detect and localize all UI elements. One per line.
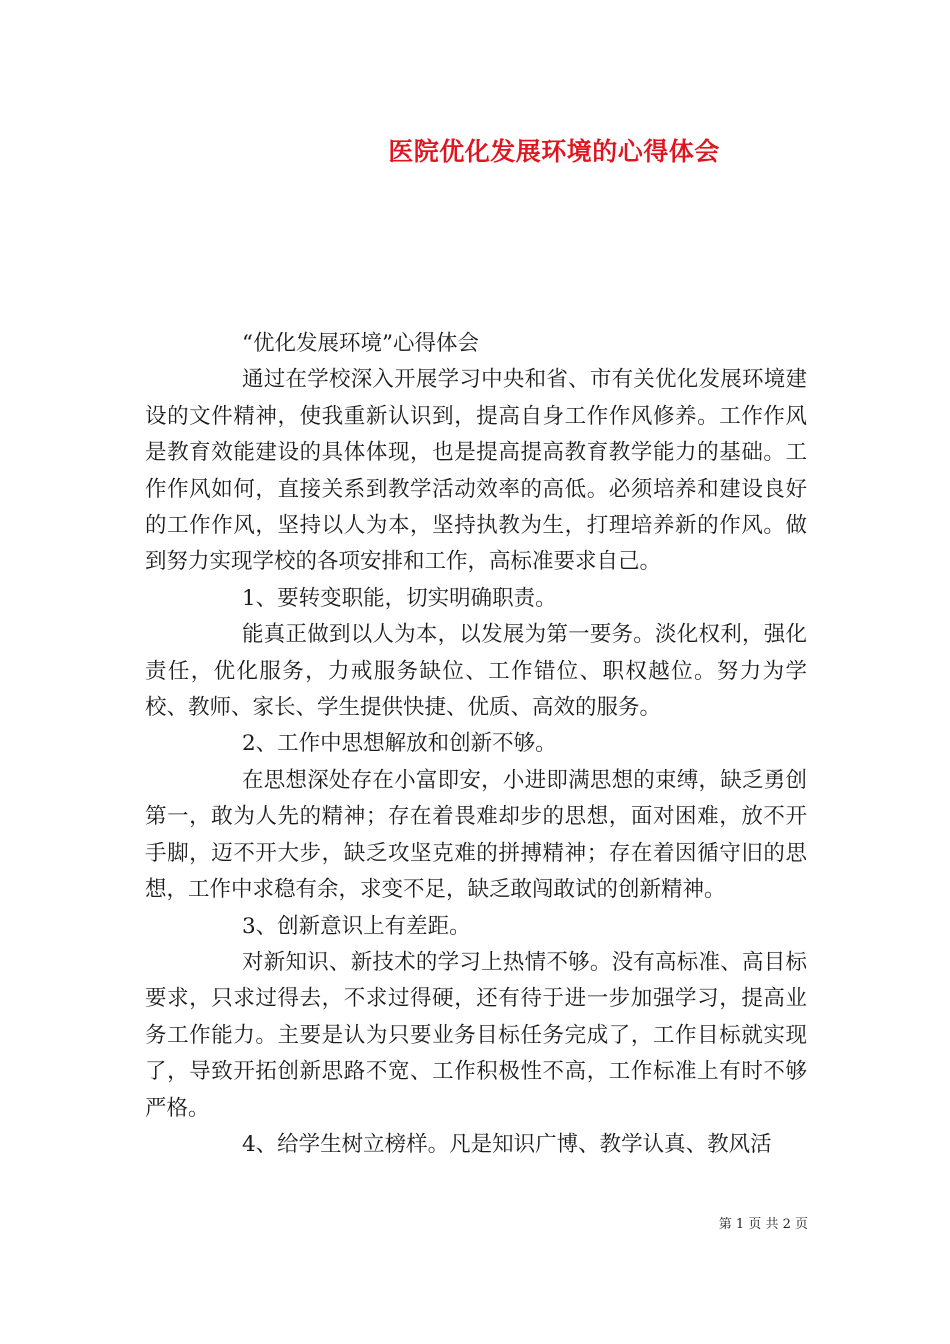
paragraph-1: 能真正做到以人为本，以发展为第一要务。淡化权利，强化责任，优化服务，力戒服务缺位、工作错位、职权越位。努力为学校、教师、家长、学生提供快捷、优质、高效的服务。 <box>145 622 807 721</box>
paragraph-3: 对新知识、新技术的学习上热情不够。没有高标准、高目标要求，只求过得去，不求过得硬，还有待于进一步加强学习，提高业务工作能力。主要是认为只要业务目标任务完成了，工作目标就实现了，导致开拓创新思路不宽、工作积极性不高，工作标准上有时不够严格。 <box>145 949 807 1121</box>
section-heading-1: 1、要转变职能，切实明确职责。 <box>242 585 557 611</box>
document-subtitle: “优化发展环境”心得体会 <box>242 331 479 356</box>
paragraph-2: 在思想深处存在小富即安，小进即满思想的束缚，缺乏勇创第一，敢为人先的精神；存在着畏难却步的思想，面对困难，放不开手脚，迈不开大步，缺乏攻坚克难的拼搏精神；存在着因循守旧的思想，工作中求稳有余，求变不足，缺乏敢闯敢试的创新精神。 <box>145 767 807 903</box>
document-title: 医院优化发展环境的心得体会 <box>388 137 720 166</box>
section-heading-2: 2、工作中思想解放和创新不够。 <box>242 731 557 757</box>
paragraph-intro: 通过在学校深入开展学习中央和省、市有关优化发展环境建设的文件精神，使我重新认识到，提高自身工作作风修养。工作作风是教育效能建设的具体体现，也是提高提高教育教学能力的基础。工作作风如何，直接关系到教学活动效率的高低。必须培养和建设良好的工作作风，坚持以人为本，坚持执教为生，打理培养新的作风。做到努力实现学校的各项安排和工作，高标准要求自己。 <box>145 367 807 575</box>
section-heading-4: 4、给学生树立榜样。凡是知识广博、教学认真、教风活 <box>242 1131 772 1157</box>
page-number: 第 1 页 共 2 页 <box>718 1217 808 1232</box>
section-heading-3: 3、创新意识上有差距。 <box>242 913 471 939</box>
document-body <box>145 326 807 1163</box>
